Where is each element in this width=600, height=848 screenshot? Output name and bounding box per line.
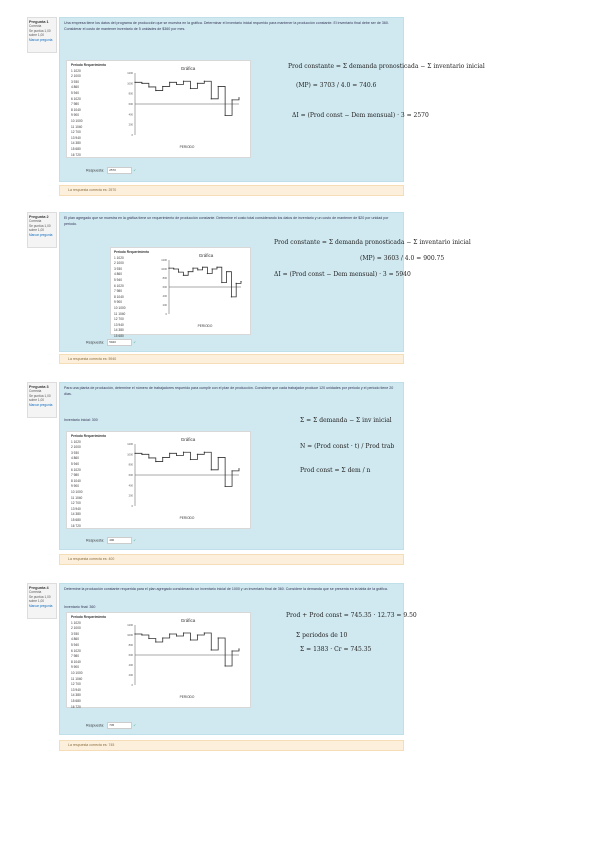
question-status: Correcta xyxy=(29,219,42,224)
data-point xyxy=(176,635,177,636)
table-row: 15 680 xyxy=(71,146,81,151)
table-row: 1 1020 xyxy=(71,68,81,73)
feedback-box: La respuesta correcta es: 2570 xyxy=(59,185,404,196)
handwritten-work-1: Prod + Prod const = 745.35 · 12.73 = 9.50 xyxy=(286,612,417,619)
handwritten-work-2: N = (Prod const · t) / Prod trab xyxy=(300,443,395,450)
table-row: 9 900 xyxy=(71,665,79,670)
data-point xyxy=(190,459,191,460)
question-card xyxy=(59,17,485,182)
table-row: 1 1020 xyxy=(71,439,81,444)
table-row: 7 980 xyxy=(71,654,79,659)
y-tick-label: 400 xyxy=(162,295,167,298)
table-row: 11 1040 xyxy=(71,124,83,129)
chart-title: Gráfica xyxy=(180,66,196,71)
handwritten-work-2: (MP) = 3603 / 4.0 = 900.75 xyxy=(360,255,445,262)
data-point xyxy=(240,281,241,282)
table-row: 10 1000 xyxy=(71,118,83,123)
table-row: 6 1020 xyxy=(71,648,81,653)
y-tick-label: 1200 xyxy=(127,443,133,446)
data-point xyxy=(190,88,191,89)
check-icon: ✓ xyxy=(133,168,137,173)
table-row: 7 980 xyxy=(71,102,79,107)
handwritten-work-1: Prod constante = Σ demanda pronosticada − Σ inventario inicial xyxy=(274,239,471,246)
table-header: Periodo Requerimiento xyxy=(71,63,107,67)
table-rows xyxy=(71,440,106,530)
table-row: 8 1040 xyxy=(71,659,81,664)
data-point xyxy=(183,275,184,276)
table-row: 14 380 xyxy=(114,328,124,333)
data-point xyxy=(188,271,189,272)
table-row: 3 930 xyxy=(114,266,122,271)
data-point xyxy=(155,641,156,642)
question-number: Pregunta 2 xyxy=(29,215,49,219)
table-row: 12 700 xyxy=(71,130,81,135)
answer-row xyxy=(86,167,136,174)
y-tick-label: 600 xyxy=(128,474,133,477)
data-point xyxy=(231,296,232,297)
question-info xyxy=(27,583,57,619)
y-tick-label: 600 xyxy=(128,103,133,106)
check-icon: ✓ xyxy=(133,723,137,728)
table-row: 15 680 xyxy=(114,333,124,338)
data-point xyxy=(192,268,193,269)
question-card xyxy=(59,212,471,352)
chart-container xyxy=(110,247,251,338)
answer-label: Respuesta: xyxy=(86,168,105,173)
data-point xyxy=(218,637,219,638)
table-row: 2 1000 xyxy=(114,261,124,266)
chart-title: Gráfica xyxy=(198,253,214,258)
table-row: 15 680 xyxy=(71,698,81,703)
data-point xyxy=(162,457,163,458)
data-point xyxy=(212,268,213,269)
table-row: 4 860 xyxy=(71,637,79,642)
question-info xyxy=(27,212,57,248)
flag-question-link[interactable]: Marcar pregunta xyxy=(29,402,53,407)
answer-label: Respuesta: xyxy=(86,538,105,543)
table-row: 16 720 xyxy=(71,152,81,157)
data-table xyxy=(71,434,106,529)
data-point xyxy=(178,272,179,273)
data-point xyxy=(134,82,135,83)
table-row: 5 940 xyxy=(71,90,79,95)
y-tick-label: 1000 xyxy=(127,453,133,457)
chart-container xyxy=(66,431,251,529)
data-point xyxy=(134,633,135,634)
data-point xyxy=(204,81,205,82)
question-number: Pregunta 3 xyxy=(29,385,49,389)
table-row: 4 860 xyxy=(71,456,79,461)
table-row: 11 1040 xyxy=(71,495,83,500)
answer-input[interactable]: 745 xyxy=(107,722,132,729)
data-point xyxy=(236,283,237,284)
feedback-box: La respuesta correcta es: 400 xyxy=(59,554,404,565)
data-point xyxy=(218,86,219,87)
data-point xyxy=(169,82,170,83)
data-point xyxy=(218,457,219,458)
data-point xyxy=(197,634,198,635)
table-row: 4 860 xyxy=(71,85,79,90)
table-header: Periodo Requerimiento xyxy=(114,250,150,254)
question-card xyxy=(59,382,404,550)
data-point xyxy=(176,84,177,85)
table-row: 8 1040 xyxy=(71,107,81,112)
y-tick-label: 1200 xyxy=(127,624,133,627)
data-point xyxy=(197,83,198,84)
x-axis-label: PERIODO xyxy=(197,324,213,328)
y-tick-label: 800 xyxy=(162,277,167,280)
chart-title: Gráfica xyxy=(180,618,196,623)
series-line xyxy=(135,81,239,115)
data-point xyxy=(202,267,203,268)
chart-svg xyxy=(153,250,247,330)
data-point xyxy=(238,648,239,649)
table-row: 12 700 xyxy=(114,317,124,322)
x-axis-label: PERIODO xyxy=(179,695,195,699)
data-point xyxy=(204,452,205,453)
answer-label: Respuesta: xyxy=(86,340,105,345)
table-row: 1 1020 xyxy=(71,620,81,625)
data-point xyxy=(231,470,232,471)
data-table xyxy=(71,63,106,158)
y-tick-label: 1200 xyxy=(127,72,133,75)
question-text: Determine la producción constante requerida para el plan agregado considerando un inventario inicial de 1000 y un inventario final de 360. Considere la demanda que se presenta en la tabla de la gráfica. xyxy=(64,587,388,591)
question-info xyxy=(27,382,57,418)
question-info xyxy=(27,17,57,53)
table-row: 13 940 xyxy=(114,322,124,327)
series-line xyxy=(169,267,241,297)
check-icon: ✓ xyxy=(133,340,137,345)
question-subtext: Inventario final: 360 xyxy=(64,605,96,609)
feedback-box: La respuesta correcta es: 5940 xyxy=(59,354,404,364)
table-row: 12 700 xyxy=(71,682,81,687)
table-row: 14 380 xyxy=(71,141,81,146)
table-row: 3 930 xyxy=(71,631,79,636)
table-row: 5 940 xyxy=(71,461,79,466)
data-point xyxy=(148,638,149,639)
table-row: 11 1040 xyxy=(71,676,83,681)
question-score: Se puntúa 1,00 sobre 1,00 xyxy=(29,223,51,233)
data-point xyxy=(197,269,198,270)
answer-row xyxy=(86,339,136,346)
table-row: 3 930 xyxy=(71,79,79,84)
handwritten-work-2: (MP) = 3703 / 4.0 = 740.6 xyxy=(296,82,377,89)
table-row: 7 980 xyxy=(114,289,122,294)
question-score: Se puntúa 1,00 sobre 1,00 xyxy=(29,28,51,38)
table-row: 13 940 xyxy=(71,687,81,692)
y-tick-label: 400 xyxy=(128,113,133,117)
question-status: Correcta xyxy=(29,389,42,394)
table-row: 15 680 xyxy=(71,517,81,522)
chart-container xyxy=(66,612,251,708)
data-point xyxy=(173,268,174,269)
question-subtext: Inventario inicial: 300 xyxy=(64,418,98,422)
handwritten-work-1: Σ = Σ demanda − Σ inv inicial xyxy=(300,417,392,424)
data-table xyxy=(71,615,106,710)
y-tick-label: 200 xyxy=(128,123,133,127)
data-table xyxy=(114,250,149,345)
y-tick-label: 0 xyxy=(131,134,133,137)
y-tick-label: 200 xyxy=(128,494,133,498)
series-line xyxy=(135,633,239,666)
data-point xyxy=(225,486,226,487)
y-tick-label: 1000 xyxy=(127,82,133,86)
table-row: 5 940 xyxy=(71,642,79,647)
question-text: Para una planta de producción, determine el número de trabajadores requerido para cumplir con el plan de producción. Considere que cada trabajador produce 120 unidades por periodo y el periodo tiene 20 días. xyxy=(64,386,394,396)
data-point xyxy=(141,83,142,84)
table-row: 4 860 xyxy=(114,272,122,277)
table-row: 9 900 xyxy=(71,113,79,118)
data-point xyxy=(155,90,156,91)
answer-input[interactable]: 5940 xyxy=(107,339,132,346)
table-row: 11 1040 xyxy=(114,311,126,316)
answer-row xyxy=(86,722,136,729)
y-tick-label: 600 xyxy=(162,286,167,289)
chart-svg xyxy=(119,63,245,151)
table-row: 13 940 xyxy=(71,135,81,140)
chart-title: Gráfica xyxy=(180,437,196,442)
data-point xyxy=(207,273,208,274)
table-row: 5 940 xyxy=(114,277,122,282)
data-point xyxy=(216,267,217,268)
question-status: Correcta xyxy=(29,24,42,29)
y-tick-label: 0 xyxy=(131,684,133,687)
table-row: 6 1020 xyxy=(114,283,124,288)
data-point xyxy=(238,468,239,469)
y-tick-label: 800 xyxy=(128,92,133,96)
data-point xyxy=(231,99,232,100)
check-icon: ✓ xyxy=(133,538,137,543)
data-point xyxy=(197,454,198,455)
data-point xyxy=(231,650,232,651)
y-tick-label: 600 xyxy=(128,654,133,657)
x-axis-label: PERIODO xyxy=(179,145,195,149)
table-row: 8 1040 xyxy=(71,478,81,483)
data-point xyxy=(211,469,212,470)
data-point xyxy=(190,639,191,640)
handwritten-work-3: Σ = 1383 · Cr = 745.35 xyxy=(300,646,372,653)
data-point xyxy=(221,282,222,283)
table-rows xyxy=(71,69,106,159)
table-row: 1 1020 xyxy=(114,255,124,260)
y-tick-label: 0 xyxy=(165,313,167,316)
table-row: 14 380 xyxy=(71,693,81,698)
question-score: Se puntúa 1,00 sobre 1,00 xyxy=(29,393,51,403)
data-point xyxy=(204,632,205,633)
flag-question-link[interactable]: Marcar pregunta xyxy=(29,37,53,42)
data-point xyxy=(183,632,184,633)
handwritten-work-1: Prod constante = Σ demanda pronosticada − Σ inventario inicial xyxy=(288,63,485,70)
data-point xyxy=(162,86,163,87)
table-row: 2 1000 xyxy=(71,445,81,450)
data-point xyxy=(225,115,226,116)
data-point xyxy=(169,633,170,634)
y-tick-label: 200 xyxy=(128,674,133,677)
data-point xyxy=(141,634,142,635)
table-row: 13 940 xyxy=(71,506,81,511)
feedback-box: La respuesta correcta es: 745 xyxy=(59,740,404,751)
table-row: 10 1000 xyxy=(71,489,83,494)
y-tick-label: 1200 xyxy=(161,259,167,262)
chart-svg xyxy=(119,434,245,522)
question-score: Se puntúa 1,00 sobre 1,00 xyxy=(29,594,51,604)
table-header: Periodo Requerimiento xyxy=(71,434,107,438)
y-tick-label: 400 xyxy=(128,484,133,488)
data-point xyxy=(141,454,142,455)
question-status: Correcta xyxy=(29,590,42,595)
handwritten-work-3: ΔI = (Prod const − Dem mensual) · 3 = 5940 xyxy=(274,271,411,278)
data-point xyxy=(169,453,170,454)
question-text: Una empresa tiene los datos del programa de producción que se muestra en la gráfica. Determinar el inventario inicial requerido para mantener la producción constante. El inventario final debe ser de 360. Considerar el costo de mantener inventario de 5 unidades de $360 por mes. xyxy=(64,21,389,31)
data-point xyxy=(148,86,149,87)
data-point xyxy=(226,271,227,272)
y-tick-label: 800 xyxy=(128,463,133,467)
table-header: Periodo Requerimiento xyxy=(71,615,107,619)
table-row: 9 900 xyxy=(71,484,79,489)
handwritten-work-3: ΔI = (Prod const − Dem mensual) · 3 = 2570 xyxy=(292,112,429,119)
question-text: El plan agregado que se muestra en la gráfica tiene un requerimiento de producción constante. Determine el costo total considerando los datos de inventario y un costo de mantener de $20 por unidad por periodo. xyxy=(64,216,389,226)
y-tick-label: 400 xyxy=(128,664,133,667)
table-row: 9 900 xyxy=(114,300,122,305)
data-point xyxy=(148,457,149,458)
data-point xyxy=(168,268,169,269)
handwritten-work-2: Σ periodos de 10 xyxy=(296,632,348,639)
x-axis-label: PERIODO xyxy=(179,516,195,520)
table-row: 7 980 xyxy=(71,473,79,478)
data-point xyxy=(162,637,163,638)
series-line xyxy=(135,452,239,486)
table-row: 10 1000 xyxy=(71,670,83,675)
table-row: 16 720 xyxy=(71,704,81,709)
table-row: 3 930 xyxy=(71,450,79,455)
flag-question-link[interactable]: Marcar pregunta xyxy=(29,603,53,608)
data-point xyxy=(211,98,212,99)
data-point xyxy=(155,461,156,462)
y-tick-label: 1000 xyxy=(127,634,133,637)
y-tick-label: 0 xyxy=(131,505,133,508)
y-tick-label: 1000 xyxy=(161,268,167,271)
question-number: Pregunta 4 xyxy=(29,586,49,590)
flag-question-link[interactable]: Marcar pregunta xyxy=(29,232,53,237)
question-number: Pregunta 1 xyxy=(29,20,49,24)
table-row: 6 1020 xyxy=(71,467,81,472)
table-rows xyxy=(114,256,149,346)
table-rows xyxy=(71,621,106,711)
data-point xyxy=(183,452,184,453)
data-point xyxy=(134,453,135,454)
table-row: 8 1040 xyxy=(114,294,124,299)
table-row: 14 380 xyxy=(71,512,81,517)
chart-container xyxy=(66,60,251,158)
y-tick-label: 800 xyxy=(128,644,133,647)
question-card xyxy=(59,583,417,735)
table-row: 16 720 xyxy=(71,523,81,528)
data-point xyxy=(238,97,239,98)
table-row: 12 700 xyxy=(71,501,81,506)
data-point xyxy=(211,649,212,650)
data-point xyxy=(225,665,226,666)
answer-input[interactable]: 400 xyxy=(107,537,132,544)
table-row: 6 1020 xyxy=(71,96,81,101)
table-row: 2 1000 xyxy=(71,626,81,631)
data-point xyxy=(183,81,184,82)
handwritten-work-3: Prod const = Σ dem / n xyxy=(300,467,371,474)
table-row: 2 1000 xyxy=(71,74,81,79)
data-point xyxy=(176,455,177,456)
answer-input[interactable]: 2570 xyxy=(107,167,132,174)
answer-row xyxy=(86,537,136,544)
chart-svg xyxy=(119,615,245,701)
answer-label: Respuesta: xyxy=(86,723,105,728)
y-tick-label: 200 xyxy=(162,304,167,307)
table-row: 10 1000 xyxy=(114,305,126,310)
